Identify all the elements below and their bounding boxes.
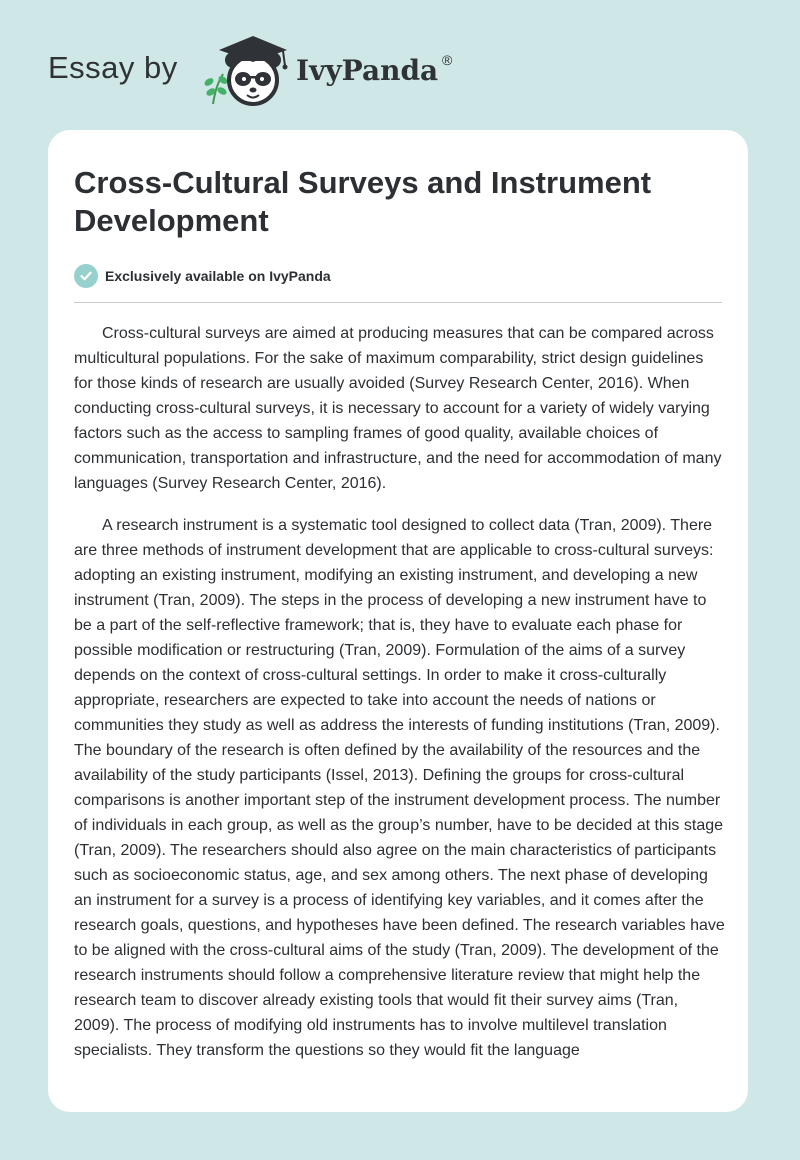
paragraph: A research instrument is a systematic tool designed to collect data (Tran, 2009). There are three methods of instrument development that are applicable to cross-cultural surveys: adopting an existing instrument, modifying an existing instrument, and developing a new instrument (Tran, 2009). The steps in the process of developing a new instrument have to be a part of the self-reflective framework; that is, they have to evaluate each phase for possible modification or restructuring (Tran, 2009). Formulation of the aims of a survey depends on the context of cross-cultural settings. In order to make it cross-culturally appropriate, researchers are expected to take into account the needs of nations or communities they study as well as address the interests of funding institutions (Tran, 2009). The boundary of the research is often defined by the availability of the resources and the availability of the study participants (Issel, 2013). Defining the groups for cross-cultural comparisons is another important step of the instrument development process. The number of individuals in each group, as well as the group’s number, have to be decided at this stage (Tran, 2009). The researchers should also agree on the main characteristics of participants such as socioeconomic status, age, and sex among others. The next phase of developing an instrument for a survey is a process of identifying key variables, and it comes after the research goals, questions, and hypotheses have been defined. The research variables have to be aligned with the cross-cultural aims of the study (Tran, 2009). The development of the research instruments should follow a comprehensive literature review that might help the research team to discover already existing tools that would fit their survey aims (Tran, 2009). The process of modifying old instruments has to involve multilevel translation specialists. They transform the questions so they would fit the language — [74, 517, 725, 1059]
essay-title: Cross-Cultural Surveys and Instrument Development — [74, 165, 652, 238]
site-header — [48, 30, 508, 110]
exclusive-label: Exclusively available on IvyPanda — [105, 268, 331, 284]
divider — [74, 302, 722, 303]
brand-name: IvyPanda — [296, 54, 439, 87]
essay-body — [74, 321, 726, 1080]
exclusive-badge — [74, 265, 331, 287]
essay-by-label: Essay by — [48, 50, 178, 85]
check-circle-icon — [74, 264, 98, 288]
registered-mark: ® — [442, 52, 453, 68]
essay-card — [48, 130, 748, 1112]
paragraph: Cross-cultural surveys are aimed at producing measures that can be compared across multicultural populations. For the sake of maximum comparability, strict design guidelines for those kinds of research are usually avoided (Survey Research Center, 2016). When conducting cross-cultural surveys, it is necessary to account for a variety of widely varying factors such as the access to sampling frames of good quality, available choices of communication, transportation and infrastructure, and the need for accommodation of many languages (Survey Research Center, 2016). — [74, 325, 722, 492]
panda-graduate-icon — [203, 30, 293, 110]
